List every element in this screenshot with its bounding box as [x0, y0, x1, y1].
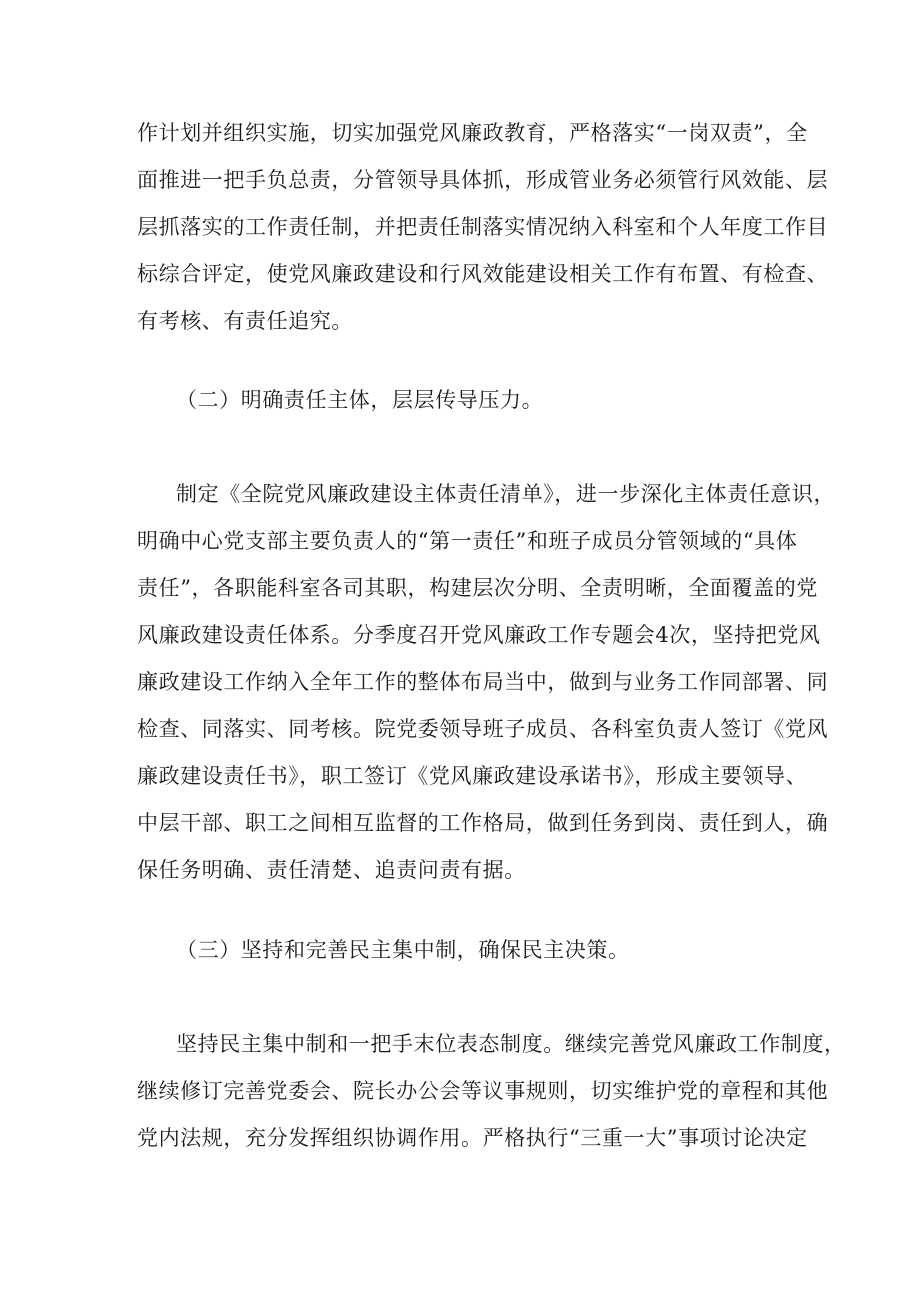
paragraph-line: 作计划并组织实施，切实加强党风廉政教育，严格落实“一岗双责”，全 [137, 121, 808, 145]
paragraph-line: 继续修订完善党委会、院长办公会等议事规则，切实维护党的章程和其他 [137, 1079, 829, 1103]
paragraph-line: 廉政建设工作纳入全年工作的整体布局当中，做到与业务工作同部署、同 [137, 670, 829, 694]
paragraph-line: 坚持民主集中制和一把手末位表态制度。继续完善党风廉政工作制度， [176, 1032, 846, 1056]
paragraph-line: 责任”，各职能科室各司其职，构建层次分明、全责明晰，全面覆盖的党 [137, 576, 818, 600]
paragraph-line: 明确中心党支部主要负责人的“第一责任”和班子成员分管领域的“具体 [137, 529, 798, 553]
paragraph-line: 有考核、有责任追究。 [137, 309, 353, 333]
paragraph-line: 标综合评定，使党风廉政建设和行风效能建设相关工作有布置、有检查、 [137, 262, 829, 286]
paragraph-line: 制定《全院党风廉政建设主体责任清单》，进一步深化主体责任意识， [176, 482, 836, 506]
paragraph-line: 风廉政建设责任体系。分季度召开党风廉政工作专题会4次，坚持把党风 [137, 623, 821, 647]
paragraph-line: 中层干部、职工之间相互监督的工作格局，做到任务到岗、责任到人，确 [137, 811, 829, 835]
paragraph-line: 层抓落实的工作责任制，并把责任制落实情况纳入科室和个人年度工作目 [137, 215, 829, 239]
paragraph-line: 廉政建设责任书》，职工签订《党风廉政建设承诺书》，形成主要领导、 [137, 764, 808, 788]
paragraph-line: 保任务明确、责任清楚、追责问责有据。 [137, 858, 526, 882]
paragraph-line: 面推进一把手负总责，分管领导具体抓，形成管业务必须管行风效能、层 [137, 168, 829, 192]
paragraph-line: 党内法规，充分发挥组织协调作用。严格执行“三重一大”事项讨论决定 [137, 1126, 808, 1150]
paragraph-line: 检查、同落实、同考核。院党委领导班子成员、各科室负责人签订《党风 [137, 717, 829, 741]
section-heading-2: （二）明确责任主体，层层传导压力。 [176, 388, 544, 412]
section-heading-3: （三）坚持和完善民主集中制，确保民主决策。 [176, 938, 630, 962]
